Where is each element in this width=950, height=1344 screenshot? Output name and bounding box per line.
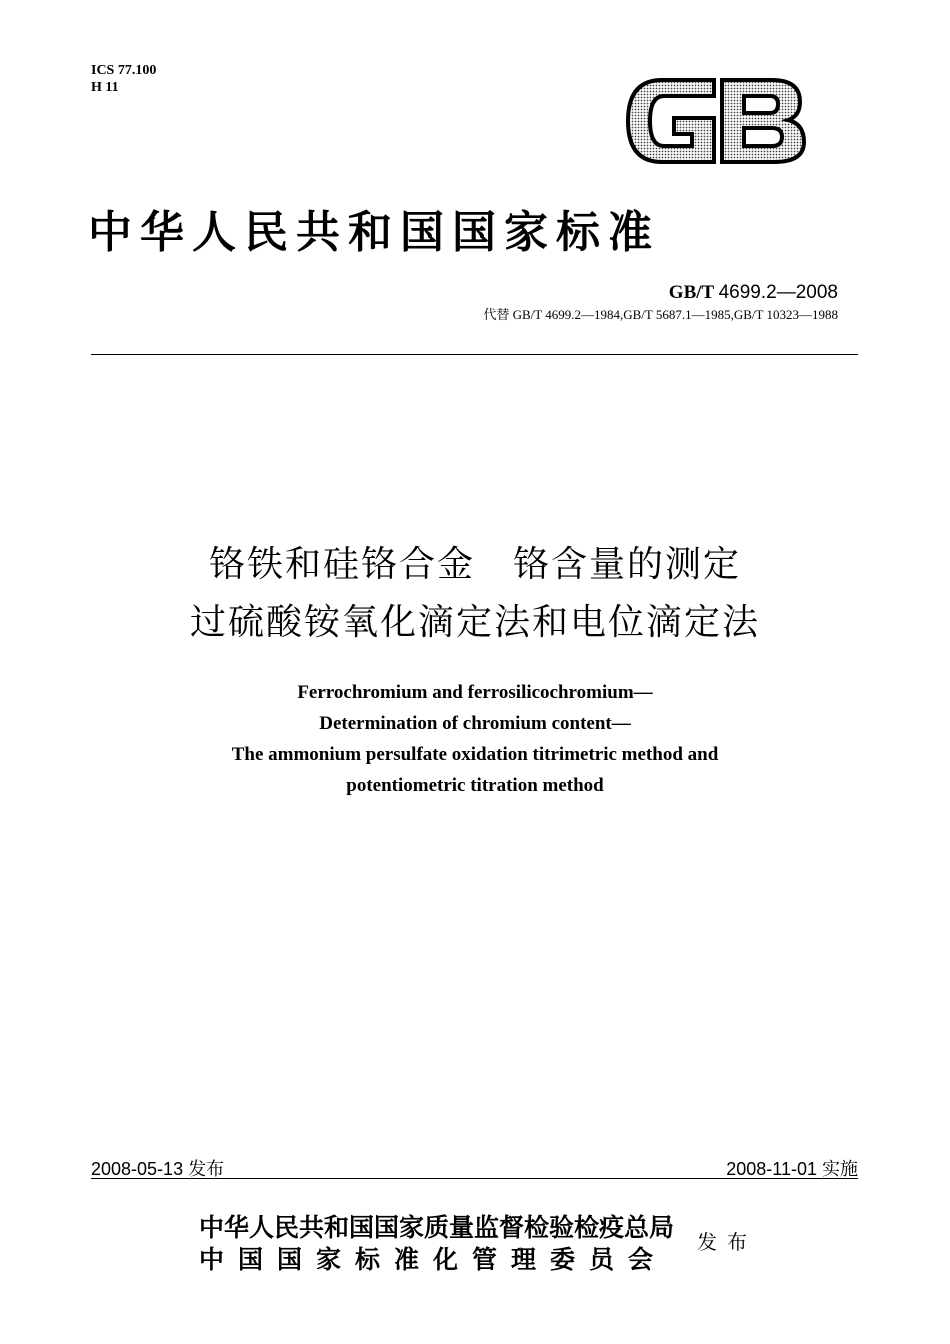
standard-number-prefix: GB/T xyxy=(668,282,714,303)
chinese-title-line-1: 铬铁和硅铬合金 铬含量的测定 xyxy=(208,544,741,585)
replaces-line: 代替 GB/T 4699.2—1984,GB/T 5687.1—1985,GB/T 10323—1988 xyxy=(483,307,838,322)
publish-label: 发布 xyxy=(697,1230,757,1254)
standard-number xyxy=(669,282,838,304)
chinese-title-line-2: 过硫酸铵氧化滴定法和电位滴定法 xyxy=(189,602,760,643)
ccs-code: H 11 xyxy=(91,80,119,95)
english-title-line-4: potentiometric titration method xyxy=(346,775,604,796)
header-divider xyxy=(91,354,858,355)
national-standard-title: 中华人民共和国国家标准 xyxy=(88,207,660,258)
gb-logo-icon xyxy=(622,72,808,170)
english-title-line-2: Determination of chromium content— xyxy=(319,713,631,734)
implementation-date: 2008-11-01 实施 xyxy=(726,1159,858,1179)
issuer-line-2: 中国国家标准化管理委员会 xyxy=(199,1245,668,1274)
issuer-line-1: 中华人民共和国国家质量监督检验检疫总局 xyxy=(199,1213,675,1242)
english-title xyxy=(0,677,950,801)
english-title-line-1: Ferrochromium and ferrosilicochromium— xyxy=(297,682,653,703)
ics-code: ICS 77.100 xyxy=(91,63,157,78)
classification-codes xyxy=(91,62,156,96)
footer-divider xyxy=(91,1178,858,1179)
english-title-line-3: The ammonium persulfate oxidation titrimetric method and xyxy=(231,744,719,765)
issue-date: 2008-05-13 发布 xyxy=(91,1159,225,1179)
standard-number-value: 4699.2—2008 xyxy=(718,282,838,303)
